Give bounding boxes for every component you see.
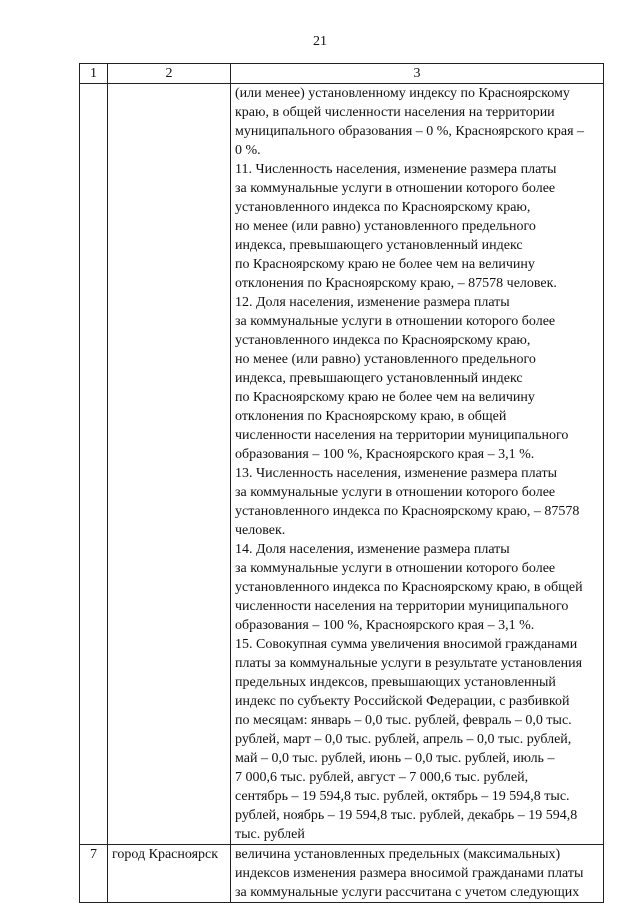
row-description: [231, 845, 604, 903]
description-text: (или менее) установленному индексу по Красноярскому краю, в общей численности населения на территории муниципального образования – 0 %, Красноярского края – 0 %. 11. Численность населения, изменение размера платы за коммунальные услуги в отношении которого более установленного индекса по Красноярскому краю, но менее (или равно) установленного предельного индекса, превышающего установленный индекс по Красноярскому краю не более чем на величину отклонения по Красноярскому краю, – 87578 человек. 12. Доля населения, изменение размера платы за коммунальные услуги в отношении которого более установленного индекса по Красноярскому краю, но менее (или равно) установленного предельного индекса, превышающего установленный индекс по Красноярскому краю не более чем на величину отклонения по Красноярскому краю, в общей численности населения на территории муниципального образования – 100 %, Красноярского края – 3,1 %. 13. Численность населения, изменение размера платы за коммунальные услуги в отношении которого более установленного индекса по Красноярскому краю, – 87578 человек. 14. Доля населения, изменение размера платы за коммунальные услуги в отношении которого более установленного индекса по Красноярскому краю, в общей численности населения на территории муниципального образования – 100 %, Красноярского края – 3,1 %. 15. Совокупная сумма увеличения вносимой гражданами платы за коммунальные услуги в результате установления предельных индексов, превышающих установленный индекс по субъекту Российской Федерации, с разбивкой по месяцам: январь – 0,0 тыс. рублей, февраль – 0,0 тыс. рублей, март – 0,0 тыс. рублей, апрель – 0,0 тыс. рублей, май – 0,0 тыс. рублей, июнь – 0,0 тыс. рублей, июль – 7 000,6 тыс. рублей, август – 7 000,6 тыс. рублей, сентябрь – 19 594,8 тыс. рублей, октябрь – 19 594,8 тыс. рублей, ноябрь – 19 594,8 тыс. рублей, декабрь – 19 594,8 тыс. рублей: [235, 86, 585, 842]
table-row: [80, 84, 604, 845]
column-header-2: 2: [108, 64, 231, 84]
row-description: [231, 84, 604, 845]
column-header-3: 3: [231, 64, 604, 84]
column-header-1: 1: [80, 64, 108, 84]
table-header-row: [80, 64, 604, 84]
row-number: [80, 84, 108, 845]
row-number: 7: [80, 845, 108, 903]
page-number: 21: [313, 34, 327, 49]
municipality-name: [108, 84, 231, 845]
description-text: величина установленных предельных (максимальных) индексов изменения размера вносимой гражданами платы за коммунальные услуги рассчитана с учетом следующих: [235, 847, 584, 900]
table-row: [80, 845, 604, 903]
document-table: [79, 63, 604, 903]
municipality-name: город Красноярск: [108, 845, 231, 903]
